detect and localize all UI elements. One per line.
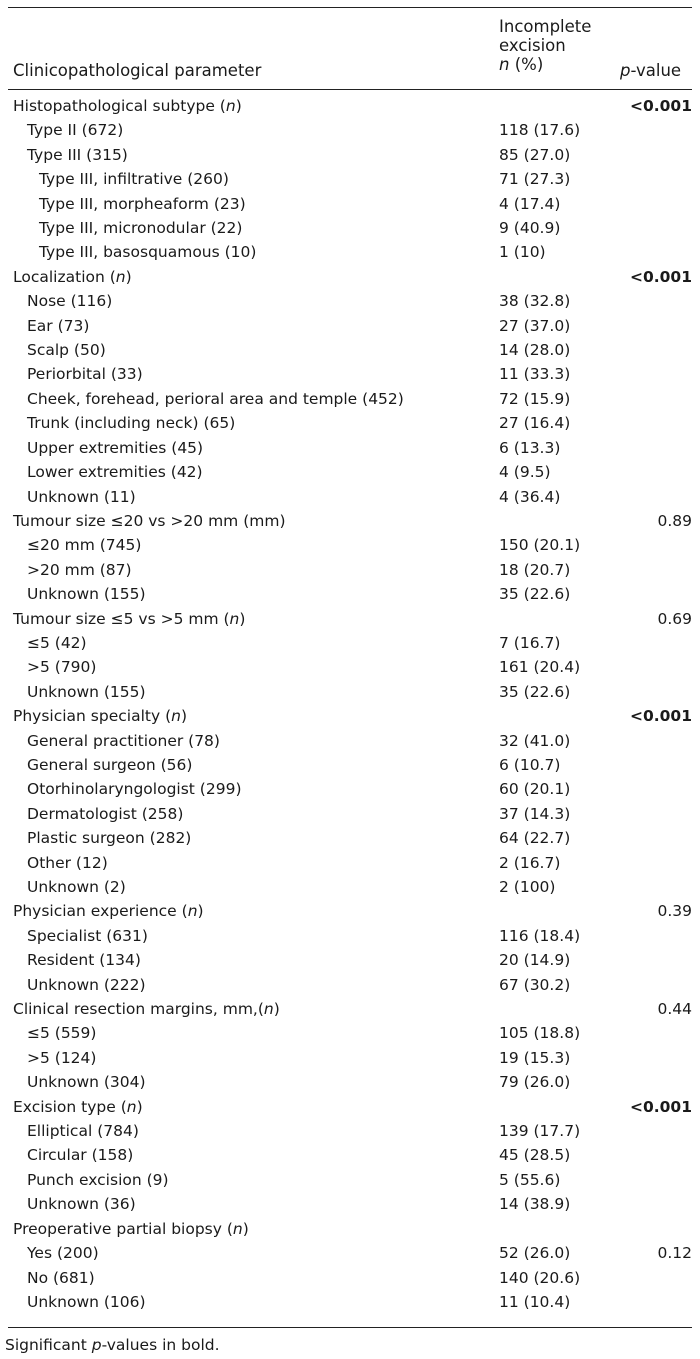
- row-label: [27, 390, 404, 408]
- row-label-text: Type III (315): [27, 145, 128, 164]
- row-label: [13, 268, 132, 286]
- row-label: [27, 146, 128, 164]
- row-label-text: Trunk (including neck) (65): [27, 414, 236, 433]
- row-label-text: Upper extremities (45): [27, 438, 204, 457]
- row-label: [27, 829, 191, 847]
- table-row: [8, 1291, 692, 1315]
- table-row: [8, 559, 692, 583]
- table-row: [8, 827, 692, 851]
- row-incomplete-excision: 19 (15.3): [499, 1048, 571, 1067]
- row-incomplete-excision: 6 (10.7): [499, 755, 561, 774]
- table-top-rule: [8, 7, 692, 8]
- header-incomplete-line2: excision: [499, 36, 566, 55]
- row-label-text: No (681): [27, 1268, 95, 1287]
- row-label: [27, 1195, 136, 1213]
- row-p-value: <0.001: [629, 97, 692, 115]
- row-label: [27, 805, 183, 823]
- row-label-text: Elliptical (784): [27, 1122, 139, 1141]
- table-row: [8, 412, 692, 436]
- row-label-text: Preoperative partial biopsy (: [13, 1219, 233, 1238]
- row-label-text: Tumour size ≤20 vs >20 mm (mm): [13, 511, 286, 530]
- row-label: [27, 634, 87, 652]
- row-incomplete-excision: 72 (15.9): [499, 389, 571, 408]
- header-p-value: [620, 61, 681, 80]
- table-row: [8, 632, 692, 656]
- table-row: [8, 876, 692, 900]
- row-label: [27, 780, 242, 798]
- row-label-text: Histopathological subtype (: [13, 97, 226, 115]
- table-row: [8, 1267, 692, 1291]
- row-label-text: Other (12): [27, 853, 108, 872]
- row-incomplete-excision: 14 (38.9): [499, 1195, 571, 1214]
- row-label-text: General practitioner (78): [27, 731, 220, 750]
- row-label: [39, 243, 256, 261]
- row-incomplete-excision: 85 (27.0): [499, 145, 571, 164]
- header-parameter: Clinicopathological parameter: [13, 61, 262, 80]
- table-row: [8, 1193, 692, 1217]
- table-row: [8, 217, 692, 241]
- row-incomplete-excision: 11 (33.3): [499, 365, 571, 384]
- table-row: [8, 778, 692, 802]
- row-p-value: 0.12: [657, 1244, 692, 1263]
- row-label-text: Nose (116): [27, 292, 113, 311]
- row-incomplete-excision: 11 (10.4): [499, 1292, 571, 1311]
- row-incomplete-excision: 18 (20.7): [499, 560, 571, 579]
- row-label-text: Dermatologist (258): [27, 804, 184, 823]
- header-p-rest: -value: [630, 61, 682, 80]
- row-label-text: >20 mm (87): [27, 560, 132, 579]
- row-incomplete-excision: 7 (16.7): [499, 633, 561, 652]
- row-label-suffix: ): [273, 1000, 280, 1019]
- header-n-italic: n: [499, 55, 510, 74]
- row-label-text: Lower extremities (42): [27, 463, 203, 482]
- table-section-row: [8, 1218, 692, 1242]
- row-incomplete-excision: 116 (18.4): [499, 926, 581, 945]
- row-incomplete-excision: 161 (20.4): [499, 658, 581, 677]
- row-label: [27, 1293, 146, 1311]
- row-label: [39, 195, 246, 213]
- row-incomplete-excision: 9 (40.9): [499, 219, 561, 238]
- row-label: [27, 878, 126, 896]
- table-section-row: [8, 608, 692, 632]
- row-label: [27, 341, 106, 359]
- table-row: [8, 803, 692, 827]
- row-p-value: 0.44: [657, 1000, 692, 1019]
- row-label: [27, 585, 146, 603]
- row-incomplete-excision: 37 (14.3): [499, 804, 571, 823]
- row-incomplete-excision: 67 (30.2): [499, 975, 571, 994]
- row-label: [13, 97, 242, 115]
- table-row: [8, 534, 692, 558]
- row-label-suffix: ): [242, 1219, 249, 1238]
- row-label: [27, 488, 136, 506]
- row-incomplete-excision: 71 (27.3): [499, 170, 571, 189]
- row-label-text: Type III, micronodular (22): [39, 219, 243, 238]
- table-section-row: [8, 705, 692, 729]
- row-label: [39, 219, 242, 237]
- table-row: [8, 583, 692, 607]
- row-label-text: Unknown (222): [27, 975, 146, 994]
- table-row: [8, 1144, 692, 1168]
- row-label-text: Physician experience (: [13, 902, 188, 921]
- row-incomplete-excision: 27 (37.0): [499, 316, 571, 335]
- header-incomplete-unit: [499, 55, 609, 74]
- row-incomplete-excision: 64 (22.7): [499, 829, 571, 848]
- table-row: [8, 1120, 692, 1144]
- row-label-text: Unknown (304): [27, 1073, 146, 1092]
- row-label: [27, 1269, 95, 1287]
- row-label: [39, 170, 229, 188]
- header-p-italic: p: [620, 61, 631, 80]
- footnote-before: Significant: [5, 1336, 92, 1354]
- table-bottom-rule: [8, 1327, 692, 1328]
- row-label-text: Specialist (631): [27, 926, 148, 945]
- row-label-text: Unknown (11): [27, 487, 136, 506]
- row-label-suffix: ): [235, 97, 242, 115]
- row-label-text: Unknown (106): [27, 1292, 146, 1311]
- table-row: [8, 168, 692, 192]
- row-label-text: Unknown (2): [27, 878, 126, 896]
- row-incomplete-excision: 2 (100): [499, 878, 556, 896]
- row-p-value: <0.001: [629, 1097, 692, 1116]
- row-label: [27, 756, 192, 774]
- table-section-row: [8, 510, 692, 534]
- row-label-text: Type III, basosquamous (10): [39, 243, 257, 262]
- row-incomplete-excision: 79 (26.0): [499, 1073, 571, 1092]
- row-p-value: <0.001: [629, 267, 692, 286]
- row-label: [13, 610, 245, 628]
- row-incomplete-excision: 38 (32.8): [499, 292, 571, 311]
- table-section-row: [8, 95, 692, 119]
- row-label-text: >5 (124): [27, 1048, 97, 1067]
- table-row: [8, 974, 692, 998]
- row-label-text: Plastic surgeon (282): [27, 829, 192, 848]
- table-row: [8, 388, 692, 412]
- row-label: [27, 365, 143, 383]
- row-incomplete-excision: 4 (17.4): [499, 194, 561, 213]
- row-p-value: 0.69: [657, 609, 692, 628]
- row-incomplete-excision: 6 (13.3): [499, 438, 561, 457]
- table-row: [8, 461, 692, 485]
- row-label: [27, 1171, 169, 1189]
- table-row: [8, 925, 692, 949]
- row-incomplete-excision: 5 (55.6): [499, 1170, 561, 1189]
- row-incomplete-excision: 2 (16.7): [499, 853, 561, 872]
- row-incomplete-excision: 20 (14.9): [499, 951, 571, 970]
- table-row: [8, 949, 692, 973]
- row-label-italic: n: [187, 902, 198, 921]
- row-incomplete-excision: 27 (16.4): [499, 414, 571, 433]
- row-label-text: >5 (790): [27, 658, 97, 677]
- row-p-value: 0.89: [657, 511, 692, 530]
- row-label-italic: n: [126, 1097, 137, 1116]
- table-row: [8, 315, 692, 339]
- footnote-italic: p: [91, 1336, 102, 1354]
- row-label-text: Type III, infiltrative (260): [39, 170, 229, 189]
- row-incomplete-excision: 105 (18.8): [499, 1024, 581, 1043]
- row-label-text: ≤5 (42): [27, 633, 87, 652]
- row-label: [27, 1146, 133, 1164]
- row-label: [27, 463, 203, 481]
- row-label: [27, 121, 123, 139]
- row-label-text: Type III, morpheaform (23): [39, 194, 246, 213]
- row-incomplete-excision: 14 (28.0): [499, 341, 571, 360]
- table-row: [8, 119, 692, 143]
- row-label: [27, 1024, 96, 1042]
- row-label: [27, 1122, 139, 1140]
- table-row: [8, 193, 692, 217]
- row-label: [27, 561, 132, 579]
- table-body: [8, 95, 692, 1315]
- row-label-text: Type II (672): [27, 121, 124, 140]
- header-incomplete-excision: [499, 17, 609, 74]
- table-row: [8, 1242, 692, 1266]
- row-label-text: Excision type (: [13, 1097, 127, 1116]
- row-incomplete-excision: 52 (26.0): [499, 1244, 571, 1263]
- row-label-text: Otorhinolaryngologist (299): [27, 780, 242, 799]
- row-label-text: ≤5 (559): [27, 1024, 97, 1043]
- header-incomplete-line1: Incomplete: [499, 17, 592, 36]
- row-label-text: Resident (134): [27, 951, 141, 970]
- row-label-text: Clinical resection margins, mm,(: [13, 1000, 264, 1019]
- table-row: [8, 656, 692, 680]
- row-label-suffix: ): [136, 1097, 143, 1116]
- row-label-text: Unknown (155): [27, 585, 146, 604]
- row-label: [13, 1000, 280, 1018]
- row-label-text: ≤20 mm (745): [27, 536, 142, 555]
- row-label: [27, 951, 141, 969]
- row-label-italic: n: [115, 267, 126, 286]
- row-label: [27, 927, 148, 945]
- row-label-italic: n: [263, 1000, 274, 1019]
- row-label-suffix: ): [125, 267, 132, 286]
- row-label: [13, 1098, 143, 1116]
- row-incomplete-excision: 32 (41.0): [499, 731, 571, 750]
- row-incomplete-excision: 45 (28.5): [499, 1146, 571, 1165]
- row-label: [27, 683, 146, 701]
- row-label-italic: n: [171, 707, 181, 726]
- row-label-text: Cheek, forehead, perioral area and temple (452): [27, 389, 404, 408]
- row-label: [27, 439, 203, 457]
- row-incomplete-excision: 139 (17.7): [499, 1122, 581, 1141]
- table-row: [8, 363, 692, 387]
- row-label: [13, 1220, 249, 1238]
- row-incomplete-excision: 4 (36.4): [499, 487, 561, 506]
- row-label-text: General surgeon (56): [27, 755, 193, 774]
- table-row: [8, 144, 692, 168]
- row-label-text: Punch excision (9): [27, 1170, 169, 1189]
- row-label-text: Tumour size ≤5 vs >5 mm (: [13, 609, 230, 628]
- table-footnote: [5, 1336, 220, 1354]
- table-row: [8, 290, 692, 314]
- row-label: [27, 1049, 96, 1067]
- row-label-text: Unknown (36): [27, 1195, 136, 1214]
- row-label-text: Circular (158): [27, 1146, 134, 1165]
- row-label: [27, 292, 112, 310]
- row-label-suffix: ): [239, 609, 246, 628]
- table-row: [8, 339, 692, 363]
- table-section-row: [8, 998, 692, 1022]
- row-label: [27, 976, 146, 994]
- table-header-rule: [8, 89, 692, 90]
- row-incomplete-excision: 140 (20.6): [499, 1268, 581, 1287]
- row-p-value: <0.001: [629, 707, 692, 726]
- table-row: [8, 1047, 692, 1071]
- row-label-text: Unknown (155): [27, 682, 146, 701]
- header-pct: (%): [509, 55, 544, 74]
- row-label-text: Scalp (50): [27, 341, 106, 360]
- footnote-after: -values in bold.: [101, 1336, 220, 1354]
- row-label-text: Ear (73): [27, 316, 90, 335]
- table-row: [8, 1071, 692, 1095]
- row-label: [13, 707, 187, 725]
- table-row: [8, 1022, 692, 1046]
- table-row: [8, 681, 692, 705]
- row-label: [27, 854, 108, 872]
- row-label: [27, 536, 141, 554]
- table-row: [8, 486, 692, 510]
- row-label: [27, 658, 96, 676]
- row-label: [13, 512, 286, 530]
- row-label: [27, 414, 235, 432]
- row-incomplete-excision: 150 (20.1): [499, 536, 581, 555]
- row-label-text: Periorbital (33): [27, 365, 143, 384]
- table-row: [8, 1169, 692, 1193]
- table-row: [8, 241, 692, 265]
- table-section-row: [8, 1096, 692, 1120]
- row-label: [27, 1244, 99, 1262]
- row-label-italic: n: [232, 1219, 243, 1238]
- row-incomplete-excision: 118 (17.6): [499, 121, 581, 140]
- row-label: [27, 732, 220, 750]
- table-row: [8, 730, 692, 754]
- row-label-suffix: ): [180, 707, 188, 726]
- row-incomplete-excision: 4 (9.5): [499, 463, 551, 482]
- row-incomplete-excision: 35 (22.6): [499, 585, 571, 604]
- row-label-italic: n: [229, 609, 240, 628]
- row-label-text: Localization (: [13, 267, 116, 286]
- row-p-value: 0.39: [657, 902, 692, 921]
- row-label-text: Yes (200): [27, 1244, 99, 1263]
- row-label-italic: n: [225, 97, 236, 115]
- table-section-row: [8, 900, 692, 924]
- row-label: [27, 1073, 146, 1091]
- row-incomplete-excision: 60 (20.1): [499, 780, 571, 799]
- row-label: [13, 902, 204, 920]
- row-label: [27, 317, 89, 335]
- table-row: [8, 437, 692, 461]
- row-label-suffix: ): [197, 902, 204, 921]
- table-section-row: [8, 266, 692, 290]
- row-label-text: Physician specialty (: [13, 707, 172, 726]
- table-row: [8, 852, 692, 876]
- table-row: [8, 754, 692, 778]
- row-incomplete-excision: 35 (22.6): [499, 682, 571, 701]
- row-incomplete-excision: 1 (10): [499, 243, 546, 262]
